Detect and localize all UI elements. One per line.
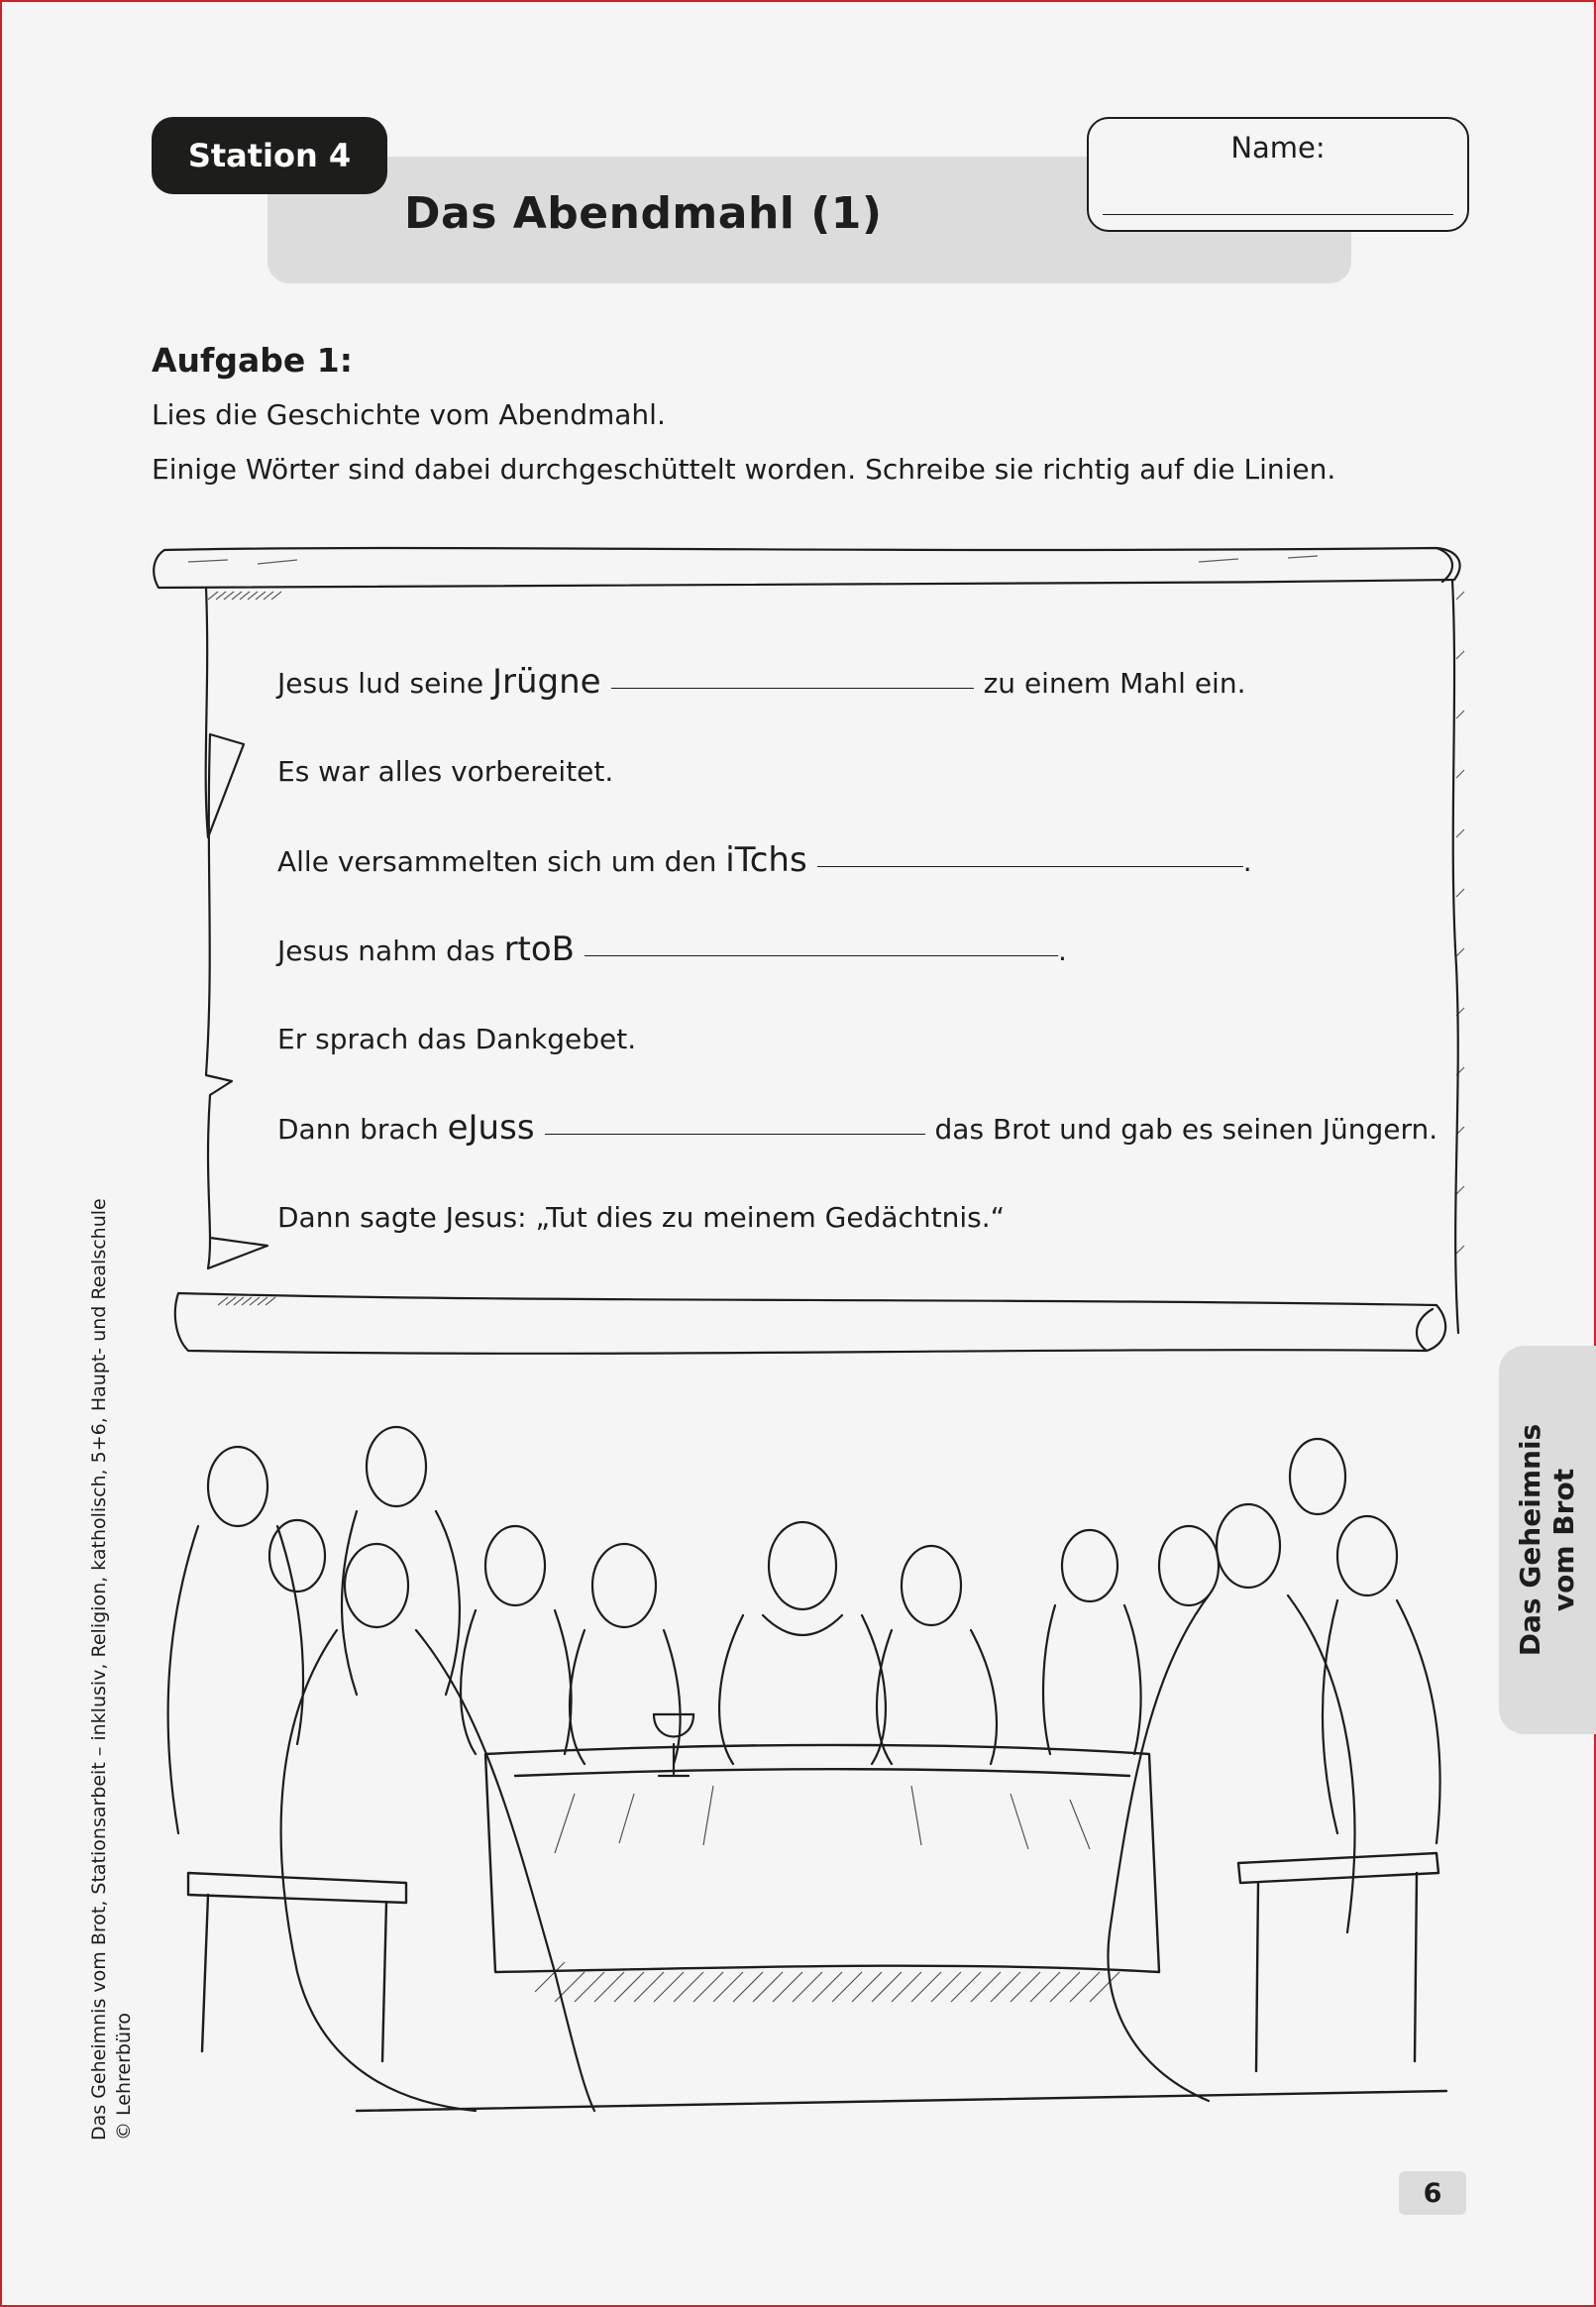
source-line-2: © Lehrerbüro	[113, 2012, 135, 2141]
sentence-6	[277, 1108, 1437, 1148]
sentence-3	[277, 840, 1252, 880]
side-tab-line-2: vom Brot	[1547, 1468, 1580, 1612]
scrambled-word-3: iTchs	[725, 840, 807, 880]
scrambled-word-6: eJuss	[447, 1108, 535, 1148]
scrambled-word-4: rtoB	[503, 930, 575, 969]
answer-line-6[interactable]	[545, 1133, 925, 1135]
sentence-6-before: Dann brach	[277, 1113, 439, 1146]
sentence-3-after: .	[1242, 845, 1252, 878]
task-heading: Aufgabe 1:	[152, 341, 353, 380]
side-tab-line-1: Das Geheimnis	[1514, 1423, 1546, 1657]
sentence-4-before: Jesus nahm das	[277, 934, 495, 967]
name-line	[1103, 214, 1453, 215]
scrambled-word-1: Jrügne	[491, 662, 601, 702]
source-line-1: Das Geheimnis vom Brot, Stationsarbeit – inklusiv, Religion, katholisch, 5+6, Haupt- und Realschule	[88, 1198, 110, 2141]
sentence-3-before: Alle versammelten sich um den	[277, 845, 717, 878]
task-instruction-2: Einige Wörter sind dabei durchgeschüttelt worden. Schreibe sie richtig auf die Linien.	[152, 453, 1336, 486]
sentence-4-after: .	[1058, 934, 1067, 967]
page-title: Das Abendmahl (1)	[404, 188, 883, 239]
sentence-1-after: zu einem Mahl ein.	[983, 667, 1246, 700]
name-label: Name:	[1230, 131, 1326, 165]
sentence-1-before: Jesus lud seine	[277, 667, 484, 700]
station-badge: Station 4	[152, 117, 387, 194]
answer-line-1[interactable]	[611, 687, 974, 689]
sentence-7: Dann sagte Jesus: „Tut dies zu meinem Gedächtnis.“	[277, 1201, 1006, 1234]
answer-line-4[interactable]	[585, 954, 1058, 956]
sentence-2: Es war alles vorbereitet.	[277, 755, 614, 788]
answer-line-3[interactable]	[817, 865, 1243, 867]
sentence-1	[277, 662, 1246, 702]
last-supper-illustration	[159, 1417, 1466, 2131]
side-tab-text	[1514, 1424, 1581, 1656]
sentence-4	[277, 930, 1067, 969]
sentence-6-after: das Brot und gab es seinen Jüngern.	[934, 1113, 1438, 1146]
side-tab	[1499, 1346, 1596, 1734]
name-field[interactable]	[1087, 117, 1469, 232]
task-instruction-1: Lies die Geschichte vom Abendmahl.	[152, 398, 666, 431]
sentence-5: Er sprach das Dankgebet.	[277, 1023, 637, 1055]
page-number: 6	[1399, 2171, 1466, 2215]
source-note	[87, 1198, 137, 2141]
